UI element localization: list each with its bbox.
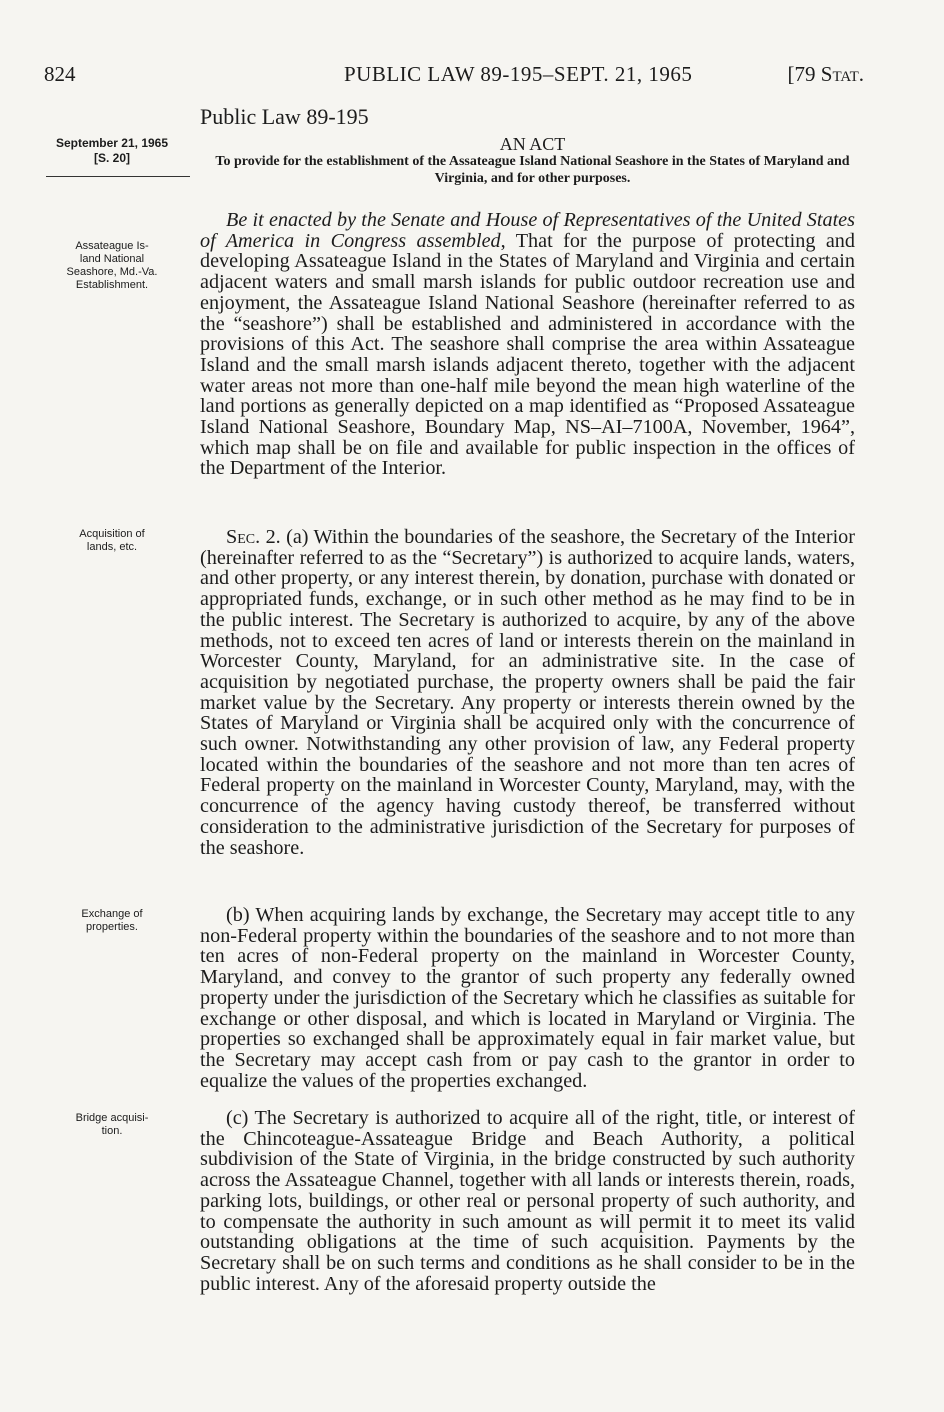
enacting-paragraph [200, 210, 855, 479]
section-2a-text [200, 527, 855, 858]
law-title: Public Law 89-195 [200, 104, 369, 129]
section-2-label: Sec. 2. [226, 526, 281, 548]
volume-citation [788, 62, 864, 87]
section-2b-text [200, 905, 855, 1091]
section-2c-text [200, 1108, 855, 1294]
enacting-clause: Be it enacted by the Senate and House of Representatives of the United States of America in Congress assembled [200, 209, 855, 252]
running-header [44, 62, 864, 92]
section-2a-paragraph [200, 527, 855, 858]
section-1-text [200, 210, 855, 479]
margin-date-note [40, 136, 190, 166]
section-2b-paragraph: (b) When acquiring lands by exchange, the Secretary may accept title to any non-Federal property within the boundaries of the seashore and to not more than ten acres of non-Federal property on the mainland in Worcester County, Maryland, and convey to the grantor of such property any federally owned property under the jurisdiction of the Secretary which he classifies as suitable for exchange or other disposal, and which is located in Maryland or Virginia. The properties so exchanged shall be approximately equal in fair market value, but the Secretary may accept cash from or pay cash to the grantor in order to equalize the values of the properties exchanged. [200, 904, 855, 1092]
running-title: PUBLIC LAW 89-195–SEPT. 21, 1965 [344, 62, 693, 86]
page-number: 824 [44, 62, 76, 86]
act-heading: AN ACT [499, 134, 566, 154]
volume-prefix: [79 [787, 62, 821, 86]
margin-note-exchange: Exchange of properties. [81, 908, 143, 933]
margin-note-acquisition: Acquisition of lands, etc. [79, 528, 145, 553]
section-2a-body: (a) Within the boundaries of the seashore, the Secretary of the Interior (hereinafter referred to as the “Secretary”) is authorized to acquire lands, waters, and other property, or any interest therein, by donation, purchase with donated or appropriated funds, exchange, or in such other method as he may find to be in the public interest. The Secretary is authorized to acquire, by any of the above methods, not to exceed ten acres of land or interests therein on the mainland in Worcester County, Maryland, for an administrative site. In the case of acquisition by negotiated purchase, the property owners shall be paid the fair market value by the Secretary. Any property or interests therein owned by the States of Maryland or Virginia shall be acquired only with the concurrence of such owner. Notwithstanding any other provision of law, any Federal property located within the boundaries of the seashore and not more than ten acres of Federal property on the mainland in Worcester County, Maryland, may, with the concurrence of the agency having custody thereof, be transferred without consideration to the administrative jurisdiction of the Secretary for purposes of the seashore. [200, 526, 855, 859]
section-2c-paragraph: (c) The Secretary is authorized to acquire all of the right, title, or interest of the Chincoteague-Assateague Bridge and Beach Authority, a political subdivision of the State of Virginia, in the bridge constructed by such authority across the Assateague Channel, together with all lands or interests therein, roads, parking lots, buildings, or other real or personal property of such authority, and to compensate the authority in such amount as will permit it to meet its valid outstanding obligations at the time of such acquisition. Payments by the Secretary shall be on such terms and conditions as he shall consider to be in the public interest. Any of the aforesaid property outside the [200, 1107, 855, 1295]
margin-note-establishment: Assateague Is- land National Seashore, Md.-Va. Establishment. [66, 240, 158, 291]
margin-rule [46, 176, 190, 177]
margin-bill: [S. 20] [93, 151, 130, 165]
act-purpose: To provide for the establishment of the Assateague Island National Seashore in the States of Maryland and Virginia, and for other purposes. [215, 154, 850, 186]
margin-date: September 21, 1965 [55, 136, 169, 150]
margin-note-bridge: Bridge acquisi- tion. [75, 1112, 149, 1137]
volume-stat: Stat. [820, 62, 864, 86]
paragraph-1-body: , That for the purpose of protecting and developing Assateague Island in the States of Maryland and Virginia and certain adjacent waters and small marsh islands for public outdoor recreation use and enjoyment, the Assateague Island National Seashore (hereinafter referred to as the “seashore”) shall be established and administered in accordance with the provisions of this Act. The seashore shall comprise the area within Assateague Island and the small marsh islands adjacent thereto, together with the adjacent water areas not more than one-half mile beyond the mean high waterline of the land portions as generally depicted on a map identified as “Proposed Assateague Island National Seashore, Boundary Map, NS–AI–7100A, November, 1964”, which map shall be on file and available for public inspection in the offices of the Department of the Interior. [200, 229, 855, 480]
